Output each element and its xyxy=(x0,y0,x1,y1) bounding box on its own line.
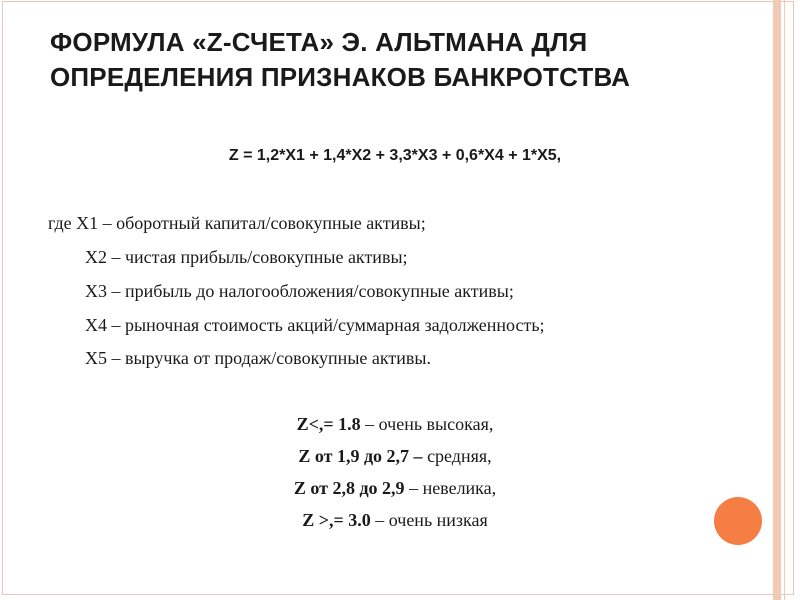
z-score-formula: Z = 1,2*Х1 + 1,4*Х2 + 3,3*Х3 + 0,6*Х4 + 1*Х5, xyxy=(228,147,562,164)
title-line-2: ОПРЕДЕЛЕНИЯ ПРИЗНАКОВ БАНКРОТСТВА xyxy=(50,62,631,92)
risk-level-condition: Z >,= 3.0 xyxy=(302,510,371,530)
risk-level-condition: Z от 2,8 до 2,9 xyxy=(293,478,405,498)
risk-level-label: – очень высокая, xyxy=(360,414,494,434)
risk-level-label: средняя, xyxy=(422,446,492,466)
risk-level-row xyxy=(0,507,790,539)
definition-x2: Х2 – чистая прибыль/совокупные активы; xyxy=(85,247,408,267)
title-line-1: ФОРМУЛА «Z-СЧЕТА» Э. АЛЬТМАНА ДЛЯ xyxy=(50,27,588,57)
risk-level-label: – очень низкая xyxy=(370,510,488,530)
risk-levels xyxy=(0,411,790,539)
risk-level-row xyxy=(0,475,790,507)
definition-x1: где Х1 – оборотный капитал/совокупные активы; xyxy=(48,213,426,233)
risk-level-row xyxy=(0,443,790,475)
risk-level-label: – невелика, xyxy=(404,478,497,498)
definition-x3: Х3 – прибыль до налогообложения/совокупные активы; xyxy=(85,281,514,301)
definition-x4: Х4 – рыночная стоимость акций/суммарная задолженность; xyxy=(85,315,545,335)
definition-x5: Х5 – выручка от продаж/совокупные активы. xyxy=(85,348,431,368)
slide-title xyxy=(50,25,750,95)
decorative-circle-icon xyxy=(714,497,762,545)
risk-level-row xyxy=(0,411,790,443)
risk-level-condition: Z от 1,9 до 2,7 – xyxy=(298,446,423,466)
risk-level-condition: Z<,= 1.8 xyxy=(296,414,361,434)
